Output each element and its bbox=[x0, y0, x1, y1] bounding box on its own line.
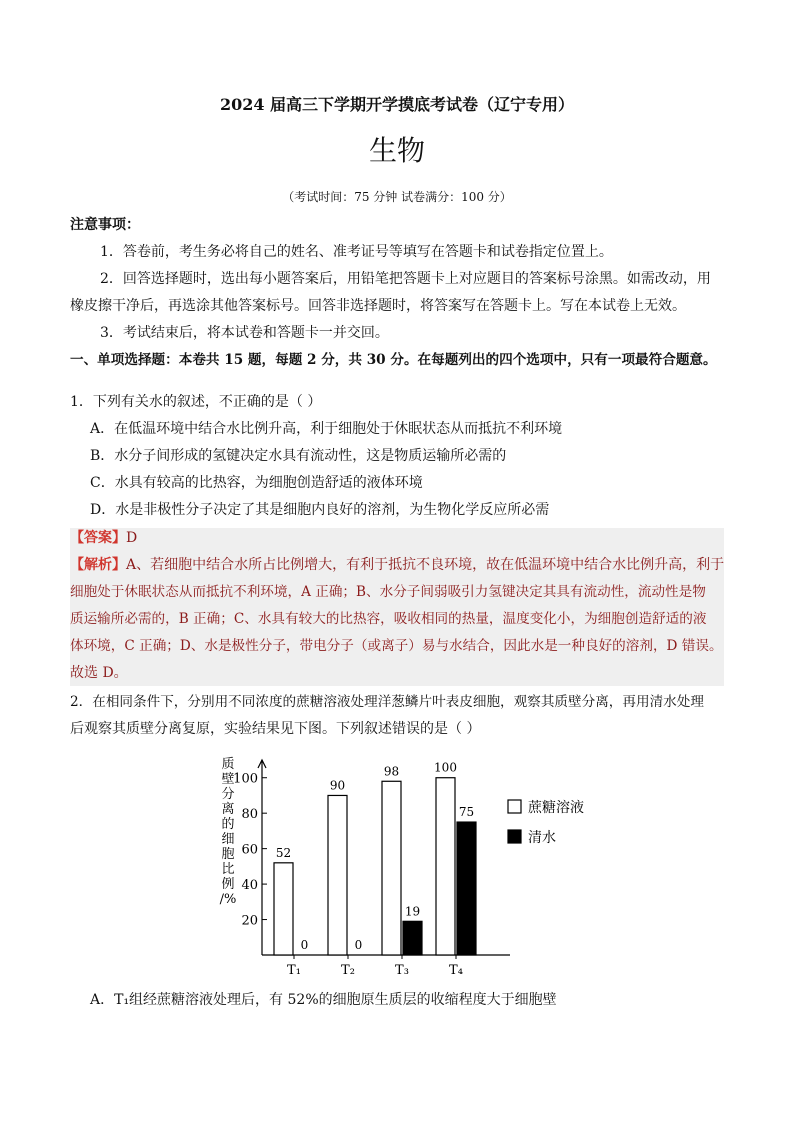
x-tick-label-1: T₁ bbox=[287, 963, 301, 978]
notice-heading: 注意事项： bbox=[70, 217, 140, 233]
answer-tag: 【答案】 bbox=[70, 530, 126, 546]
y-label-char-1: 壁 bbox=[221, 772, 235, 787]
data-label-water-2: 0 bbox=[354, 938, 363, 952]
answer-value: D bbox=[126, 530, 138, 546]
y-tick-label-100: 100 bbox=[233, 771, 258, 787]
y-label-char-8: 例 bbox=[221, 877, 235, 892]
q1-analysis-line-4: 体环境，C 正确；D、水是极性分子，带电分子（或离子）易与水结合，因此水是一种良好的溶剂，D 错误。 bbox=[70, 638, 723, 654]
legend-label-1: 蔗糖溶液 bbox=[528, 800, 584, 816]
analysis-text-1: A、若细胞中结合水所占比例增大，有利于抵抗不良环境，故在低温环境中结合水比例升高，利于 bbox=[126, 557, 725, 573]
exam-meta: （考试时间：75 分钟 试卷满分：100 分） bbox=[282, 190, 512, 204]
bar-water-3 bbox=[403, 921, 422, 955]
exam-title: 2024 届高三下学期开学摸底考试卷（辽宁专用） bbox=[219, 95, 575, 114]
bar-sucrose-3 bbox=[382, 781, 401, 955]
legend-swatch-1 bbox=[508, 800, 521, 813]
q2-stem-line-2: 后观察其质壁分离复原，实验结果见下图。下列叙述错误的是（ ） bbox=[70, 721, 481, 737]
data-label-water-4: 75 bbox=[458, 805, 475, 820]
y-label-char-0: 质 bbox=[221, 757, 235, 772]
analysis-tag: 【解析】 bbox=[70, 557, 126, 573]
y-tick-label-20: 20 bbox=[241, 913, 258, 929]
x-tick-label-2: T₂ bbox=[341, 963, 355, 978]
data-label-sucrose-1: 52 bbox=[275, 845, 292, 860]
q1-analysis-line-2: 细胞处于休眠状态从而抵抗不利环境，A 正确；B、水分子间弱吸引力氢键决定其具有流动性，流动性是物 bbox=[70, 584, 706, 600]
notice-item-2-line-1: 2．回答选择题时，选出每小题答案后，用铅笔把答题卡上对应题目的答案标号涂黑。如需改动，用 bbox=[100, 271, 711, 287]
data-label-water-3: 19 bbox=[404, 904, 421, 919]
q1-analysis-line-5: 故选 D。 bbox=[70, 665, 128, 681]
y-label-char-4: 的 bbox=[221, 817, 235, 832]
notice-item-1: 1．答卷前，考生务必将自己的姓名、准考证号等填写在答题卡和试卷指定位置上。 bbox=[100, 244, 613, 260]
notice-item-2-line-2: 橡皮擦干净后，再选涂其他答案标号。回答非选择题时，将答案写在答题卡上。写在本试卷上无效。 bbox=[70, 298, 686, 314]
bar-chart bbox=[210, 752, 610, 982]
q1-answer bbox=[70, 529, 137, 547]
q1-option-d: D．水是非极性分子决定了其是细胞内良好的溶剂，为生物化学反应所必需 bbox=[90, 502, 550, 518]
y-tick-label-40: 40 bbox=[241, 878, 258, 894]
y-label-char-2: 分 bbox=[221, 787, 235, 802]
bar-sucrose-2 bbox=[328, 795, 347, 955]
y-label-char-7: 比 bbox=[221, 862, 235, 877]
bar-sucrose-1 bbox=[274, 863, 293, 955]
x-tick-label-3: T₃ bbox=[395, 963, 409, 978]
y-label-char-5: 细 bbox=[221, 832, 235, 847]
answer-panel bbox=[70, 528, 724, 686]
y-label-char-3: 离 bbox=[221, 802, 235, 817]
x-tick-label-4: T₄ bbox=[449, 963, 463, 978]
data-label-sucrose-2: 90 bbox=[329, 778, 346, 793]
bar-sucrose-4 bbox=[436, 778, 455, 955]
q1-stem: 1．下列有关水的叙述，不正确的是（ ） bbox=[70, 394, 322, 410]
q1-option-a: A．在低温环境中结合水比例升高，利于细胞处于休眠状态从而抵抗不利环境 bbox=[90, 421, 563, 437]
y-tick-label-60: 60 bbox=[241, 842, 258, 858]
q1-option-c: C．水具有较高的比热容，为细胞创造舒适的液体环境 bbox=[90, 475, 423, 491]
bar-water-4 bbox=[457, 822, 476, 955]
subject-title: 生物 bbox=[368, 134, 425, 167]
q2-stem-line-1: 2．在相同条件下，分别用不同浓度的蔗糖溶液处理洋葱鳞片叶表皮细胞，观察其质壁分离，再用清水处理 bbox=[70, 694, 704, 710]
legend-label-2: 清水 bbox=[528, 830, 556, 846]
q1-analysis-line-1 bbox=[70, 556, 724, 574]
section-heading: 一、单项选择题：本卷共 15 题，每题 2 分，共 30 分。在每题列出的四个选项中，只有一项最符合题意。 bbox=[70, 352, 717, 368]
data-label-sucrose-3: 98 bbox=[383, 764, 400, 779]
notice-item-3: 3．考试结束后，将本试卷和答题卡一并交回。 bbox=[100, 325, 389, 341]
y-tick-label-80: 80 bbox=[241, 807, 258, 823]
q1-analysis-line-3: 质运输所必需的，B 正确；C、水具有较大的比热容，吸收相同的热量，温度变化小，为细胞创造舒适的液 bbox=[70, 611, 707, 627]
data-label-water-1: 0 bbox=[300, 938, 309, 952]
q2-option-a: A．T₁组经蔗糖溶液处理后，有 52%的细胞原生质层的收缩程度大于细胞壁 bbox=[90, 992, 557, 1008]
q1-option-b: B．水分子间形成的氢键决定水具有流动性，这是物质运输所必需的 bbox=[90, 448, 507, 464]
y-label-char-6: 胞 bbox=[221, 847, 235, 862]
data-label-sucrose-4: 100 bbox=[434, 760, 457, 775]
legend-swatch-2 bbox=[508, 830, 521, 843]
y-label-unit: /% bbox=[219, 892, 237, 907]
